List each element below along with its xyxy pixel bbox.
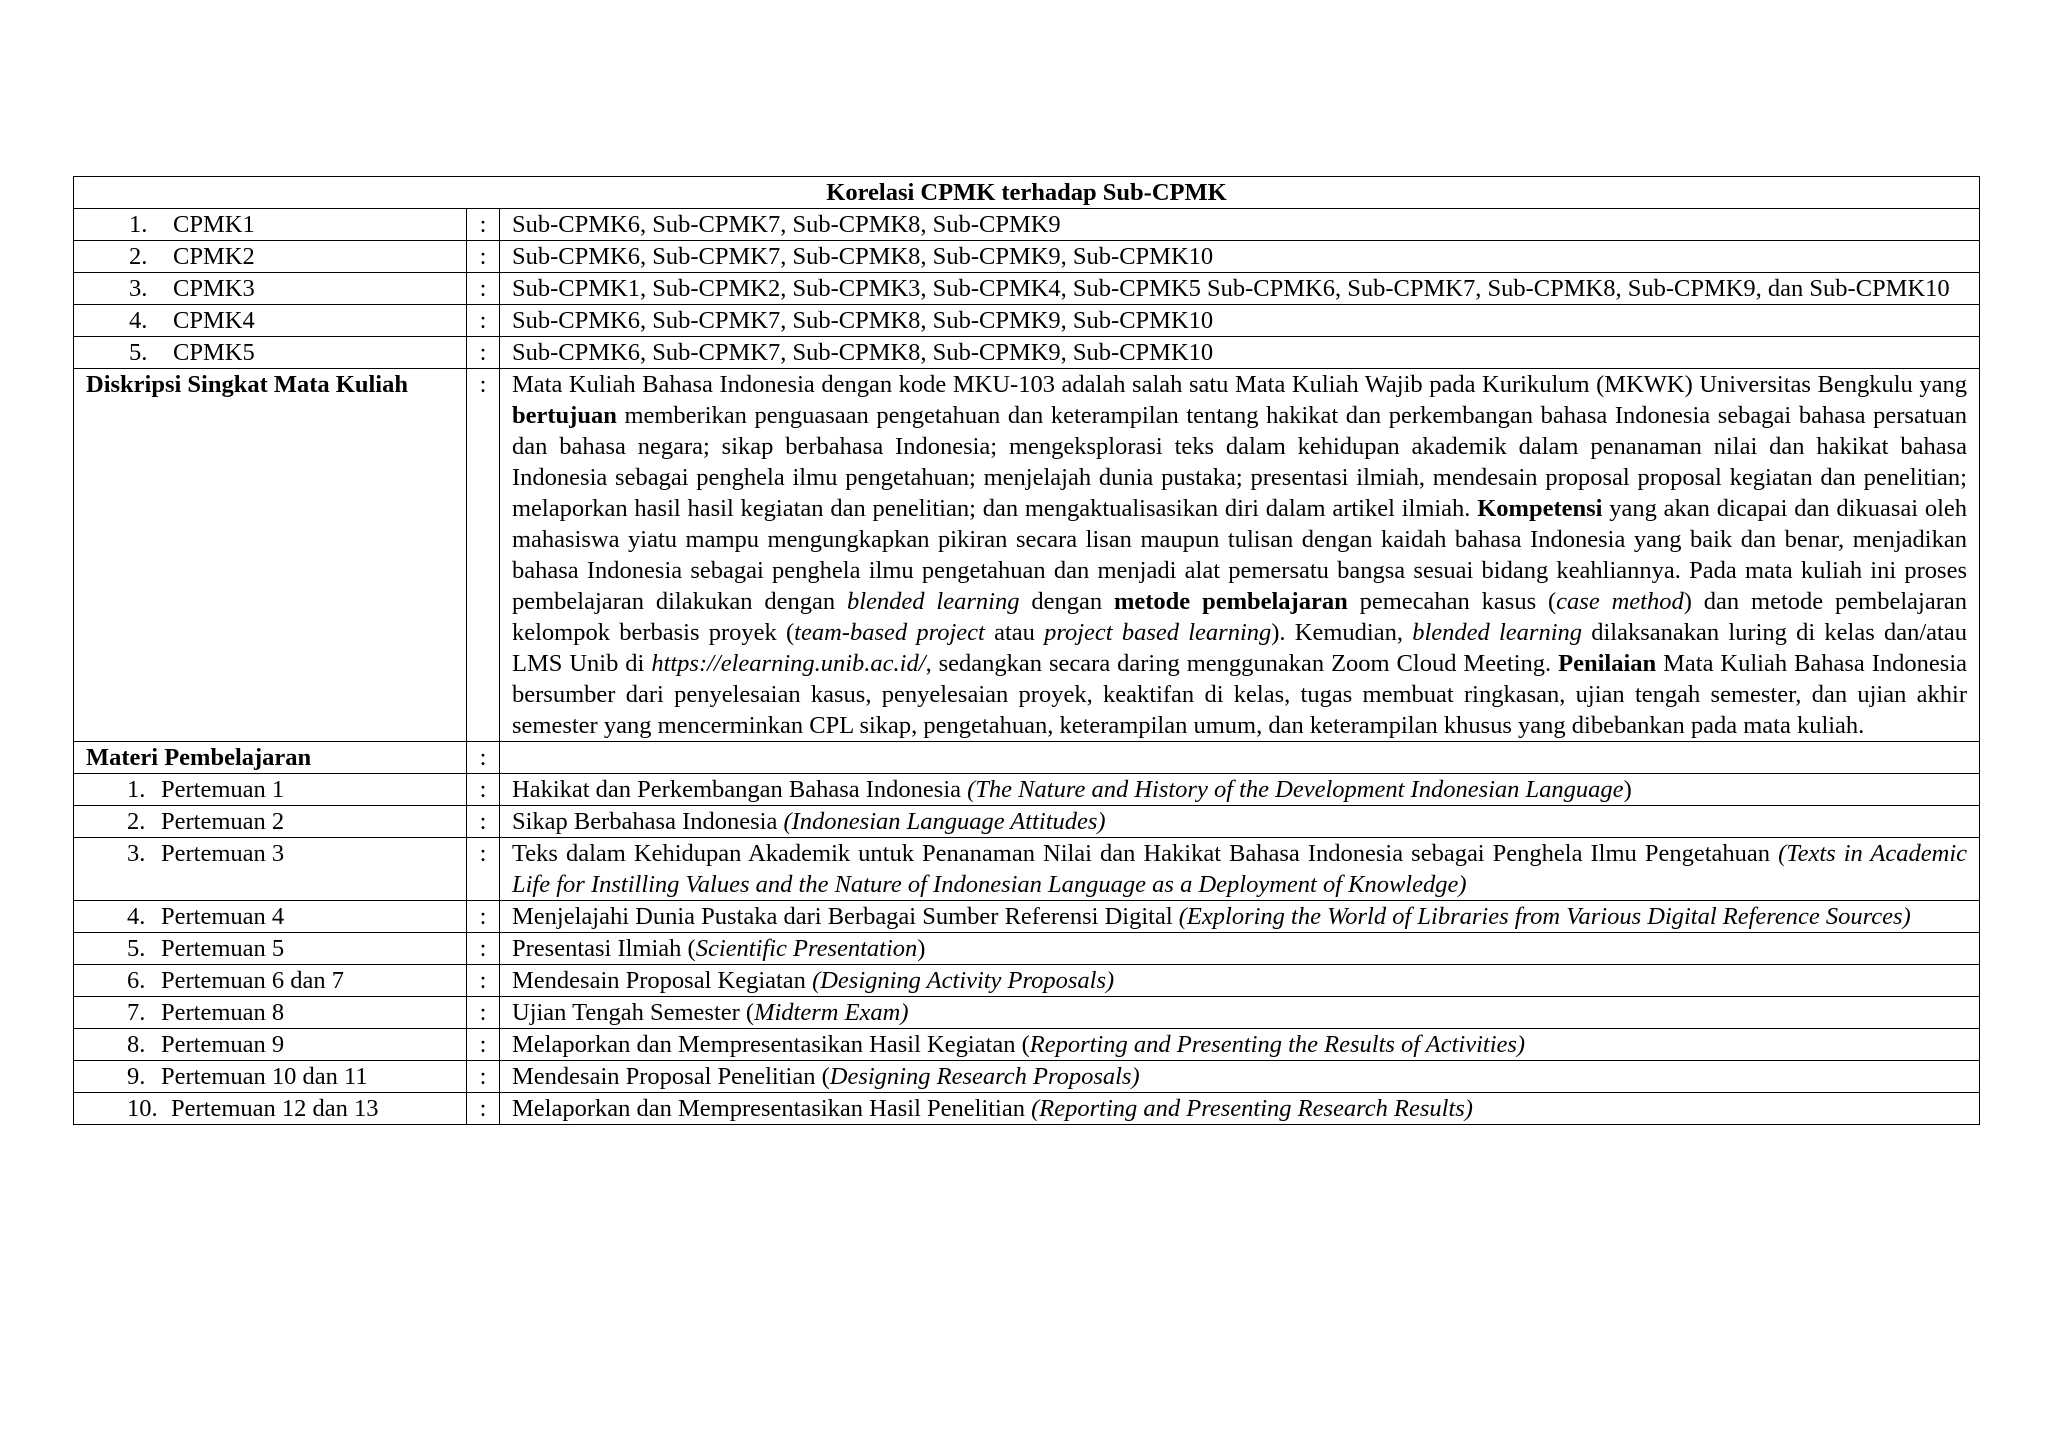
description-bold: Penilaian — [1558, 650, 1657, 677]
colon-separator: : — [467, 933, 500, 965]
topic-text: Teks dalam Kehidupan Akademik untuk Penanaman Nilai dan Hakikat Bahasa Indonesia sebagai Penghela Ilmu Pengetahuan — [512, 840, 1779, 867]
colon-separator: : — [467, 369, 500, 742]
description-row — [74, 369, 1980, 742]
meeting-label — [74, 965, 467, 997]
meeting-name: Pertemuan 12 dan 13 — [171, 1095, 379, 1122]
meeting-row — [74, 997, 1980, 1029]
meeting-number: 9. — [127, 1063, 146, 1090]
table-header-row — [74, 177, 1980, 209]
topic-after: ) — [917, 935, 926, 962]
description-italic: project based learning — [1044, 619, 1272, 646]
description-italic: case method — [1556, 588, 1684, 615]
colon-separator: : — [467, 273, 500, 305]
meeting-label — [74, 901, 467, 933]
topic-english: (Reporting and Presenting Research Results) — [1031, 1095, 1473, 1122]
meeting-label — [74, 1029, 467, 1061]
cpmk-value: Sub-CPMK6, Sub-CPMK7, Sub-CPMK8, Sub-CPMK9, Sub-CPMK10 — [500, 305, 1980, 337]
meeting-row — [74, 1093, 1980, 1125]
meeting-number: 5. — [127, 935, 146, 962]
topic-text: Menjelajahi Dunia Pustaka dari Berbagai Sumber Referensi Digital — [512, 903, 1179, 930]
cpmk-value: Sub-CPMK6, Sub-CPMK7, Sub-CPMK8, Sub-CPMK9 — [500, 209, 1980, 241]
cpmk-label — [74, 273, 467, 305]
meeting-topic — [500, 1061, 1980, 1093]
meeting-number: 7. — [127, 999, 146, 1026]
description-text — [500, 369, 1980, 742]
colon-separator: : — [467, 774, 500, 806]
cpmk-row — [74, 209, 1980, 241]
cpmk-value: Sub-CPMK1, Sub-CPMK2, Sub-CPMK3, Sub-CPMK4, Sub-CPMK5 Sub-CPMK6, Sub-CPMK7, Sub-CPMK8, Sub-CPMK9, dan Sub-CPMK10 — [500, 273, 1980, 305]
meeting-row — [74, 806, 1980, 838]
cpmk-label — [74, 241, 467, 273]
description-url: https://elearning.unib.ac.id/ — [651, 650, 926, 677]
description-segment: memberikan penguasaan pengetahuan dan keterampilan tentang hakikat dan perkembangan bahasa Indonesia sebagai bahasa persatuan dan bahasa negara; sikap berbahasa Indonesia; mengeksplorasi teks dalam kehidupan akademik dalam penanaman nilai dan hakikat bahasa Indonesia sebagai penghela ilmu pengetahuan; menjelajah dunia pustaka; presentasi ilmiah, mendesain proposal proposal kegiatan dan penelitian; melaporkan hasil hasil kegiatan dan penelitian; dan mengaktualisasikan diri dalam artikel ilmiah. — [512, 402, 1967, 522]
meeting-topic — [500, 933, 1980, 965]
description-bold: bertujuan — [512, 402, 617, 429]
cpmk-name: CPMK2 — [173, 243, 255, 270]
cpmk-name: CPMK5 — [173, 339, 255, 366]
topic-text: Melaporkan dan Mempresentasikan Hasil Penelitian — [512, 1095, 1032, 1122]
description-bold: Kompetensi — [1477, 495, 1603, 522]
cpmk-number: 3. — [129, 275, 148, 302]
topic-english: (The Nature and History of the Development Indonesian Language — [967, 776, 1624, 803]
meeting-topic — [500, 1093, 1980, 1125]
materi-value — [500, 742, 1980, 774]
meeting-name: Pertemuan 10 dan 11 — [161, 1063, 368, 1090]
topic-text: Ujian Tengah Semester ( — [512, 999, 755, 1026]
topic-text: Mendesain Proposal Penelitian ( — [512, 1063, 830, 1090]
colon-separator: : — [467, 1093, 500, 1125]
description-segment: dengan — [1019, 588, 1114, 615]
topic-text: Mendesain Proposal Kegiatan — [512, 967, 813, 994]
cpmk-value: Sub-CPMK6, Sub-CPMK7, Sub-CPMK8, Sub-CPMK9, Sub-CPMK10 — [500, 241, 1980, 273]
description-bold: metode pembelajaran — [1113, 588, 1348, 615]
topic-text: Melaporkan dan Mempresentasikan Hasil Kegiatan ( — [512, 1031, 1030, 1058]
meeting-number: 10. — [127, 1095, 158, 1122]
meeting-number: 4. — [127, 903, 146, 930]
description-segment: Mata Kuliah Bahasa Indonesia bersumber dari penyelesaian kasus, penyelesaian proyek, keaktifan di kelas, tugas membuat ringkasan, ujian tengah semester, dan ujian akhir semester yang mencerminkan CPL sikap, pengetahuan, keterampilan umum, dan keterampilan khusus yang dibebankan pada mata kuliah. — [512, 650, 1967, 739]
meeting-name: Pertemuan 1 — [161, 776, 285, 803]
meeting-label — [74, 1061, 467, 1093]
cpmk-table — [73, 176, 1980, 1125]
colon-separator: : — [467, 1029, 500, 1061]
topic-text: Hakikat dan Perkembangan Bahasa Indonesia — [512, 776, 968, 803]
description-italic: team-based project — [794, 619, 985, 646]
topic-text: Sikap Berbahasa Indonesia — [512, 808, 784, 835]
cpmk-value: Sub-CPMK6, Sub-CPMK7, Sub-CPMK8, Sub-CPMK9, Sub-CPMK10 — [500, 337, 1980, 369]
colon-separator: : — [467, 742, 500, 774]
meeting-name: Pertemuan 3 — [161, 840, 285, 867]
cpmk-number: 1. — [129, 211, 148, 238]
meeting-name: Pertemuan 8 — [161, 999, 285, 1026]
description-segment: atau — [984, 619, 1045, 646]
cpmk-label — [74, 209, 467, 241]
materi-label: Materi Pembelajaran — [74, 742, 467, 774]
cpmk-label — [74, 337, 467, 369]
meeting-topic — [500, 997, 1980, 1029]
cpmk-name: CPMK3 — [173, 275, 255, 302]
colon-separator: : — [467, 1061, 500, 1093]
topic-english: (Texts in Academic Life for Instilling Values and the Nature of Indonesian Language as a Deployment of Knowledge) — [512, 840, 1968, 898]
topic-english: Scientific Presentation — [695, 935, 918, 962]
description-segment: Mata Kuliah Bahasa Indonesia dengan kode MKU-103 adalah salah satu Mata Kuliah Wajib pada Kurikulum (MKWK) Universitas Bengkulu yang — [512, 371, 1967, 398]
table-title: Korelasi CPMK terhadap Sub-CPMK — [74, 177, 1980, 209]
meeting-name: Pertemuan 6 dan 7 — [161, 967, 345, 994]
cpmk-row — [74, 241, 1980, 273]
description-segment: ). Kemudian, — [1271, 619, 1413, 646]
description-segment: ) dan metode pembelajaran kelompok berbasis proyek ( — [512, 588, 1967, 646]
meeting-name: Pertemuan 9 — [161, 1031, 285, 1058]
description-segment: , sedangkan secara daring menggunakan Zoom Cloud Meeting. — [925, 650, 1559, 677]
meeting-label — [74, 997, 467, 1029]
cpmk-number: 2. — [129, 243, 148, 270]
description-segment: yang akan dicapai dan dikuasai oleh mahasiswa yiatu mampu mengungkapkan pikiran secara lisan maupun tulisan dengan kaidah bahasa Indonesia yang baik dan benar, menjadikan bahasa Indonesia sebagai penghela ilmu pengetahuan dan menjadi alat pemersatu bangsa sesuai bidang keahliannya. Pada mata kuliah ini proses pembelajaran dilakukan dengan — [512, 495, 1968, 615]
colon-separator: : — [467, 806, 500, 838]
cpmk-label — [74, 305, 467, 337]
description-label: Diskripsi Singkat Mata Kuliah — [74, 369, 467, 742]
meeting-topic — [500, 774, 1980, 806]
meeting-row — [74, 774, 1980, 806]
colon-separator: : — [467, 305, 500, 337]
topic-english: (Designing Activity Proposals) — [812, 967, 1115, 994]
meeting-row — [74, 901, 1980, 933]
meeting-name: Pertemuan 2 — [161, 808, 285, 835]
topic-english: (Indonesian Language Attitudes) — [783, 808, 1106, 835]
colon-separator: : — [467, 997, 500, 1029]
colon-separator: : — [467, 838, 500, 901]
topic-english: Designing Research Proposals) — [829, 1063, 1140, 1090]
topic-text: Presentasi Ilmiah ( — [512, 935, 696, 962]
meeting-name: Pertemuan 4 — [161, 903, 285, 930]
meeting-number: 6. — [127, 967, 146, 994]
description-italic: blended learning — [846, 588, 1020, 615]
meeting-row — [74, 1029, 1980, 1061]
topic-after: ) — [1623, 776, 1632, 803]
meeting-number: 8. — [127, 1031, 146, 1058]
description-italic: blended learning — [1412, 619, 1583, 646]
colon-separator: : — [467, 209, 500, 241]
meeting-label — [74, 1093, 467, 1125]
cpmk-number: 4. — [129, 307, 148, 334]
meeting-row — [74, 965, 1980, 997]
colon-separator: : — [467, 241, 500, 273]
meeting-label — [74, 838, 467, 901]
meeting-row — [74, 1061, 1980, 1093]
cpmk-name: CPMK1 — [173, 211, 255, 238]
meeting-row — [74, 933, 1980, 965]
colon-separator: : — [467, 337, 500, 369]
meeting-name: Pertemuan 5 — [161, 935, 285, 962]
colon-separator: : — [467, 965, 500, 997]
meeting-row — [74, 838, 1980, 901]
topic-english: Reporting and Presenting the Results of Activities) — [1029, 1031, 1526, 1058]
cpmk-row — [74, 305, 1980, 337]
description-segment: pemecahan kasus ( — [1347, 588, 1557, 615]
meeting-number: 1. — [127, 776, 146, 803]
colon-separator: : — [467, 901, 500, 933]
materi-row — [74, 742, 1980, 774]
meeting-topic — [500, 838, 1980, 901]
meeting-topic — [500, 965, 1980, 997]
cpmk-row — [74, 273, 1980, 305]
cpmk-row — [74, 337, 1980, 369]
meeting-label — [74, 806, 467, 838]
meeting-label — [74, 933, 467, 965]
cpmk-name: CPMK4 — [173, 307, 255, 334]
meeting-label — [74, 774, 467, 806]
cpmk-number: 5. — [129, 339, 148, 366]
meeting-topic — [500, 901, 1980, 933]
meeting-topic — [500, 1029, 1980, 1061]
meeting-topic — [500, 806, 1980, 838]
topic-english: (Exploring the World of Libraries from Various Digital Reference Sources) — [1178, 903, 1911, 930]
meeting-number: 3. — [127, 840, 146, 867]
description-segment: dilaksanakan luring di kelas dan/atau LMS Unib di — [512, 619, 1967, 677]
meeting-number: 2. — [127, 808, 146, 835]
topic-english: Midterm Exam) — [754, 999, 909, 1026]
